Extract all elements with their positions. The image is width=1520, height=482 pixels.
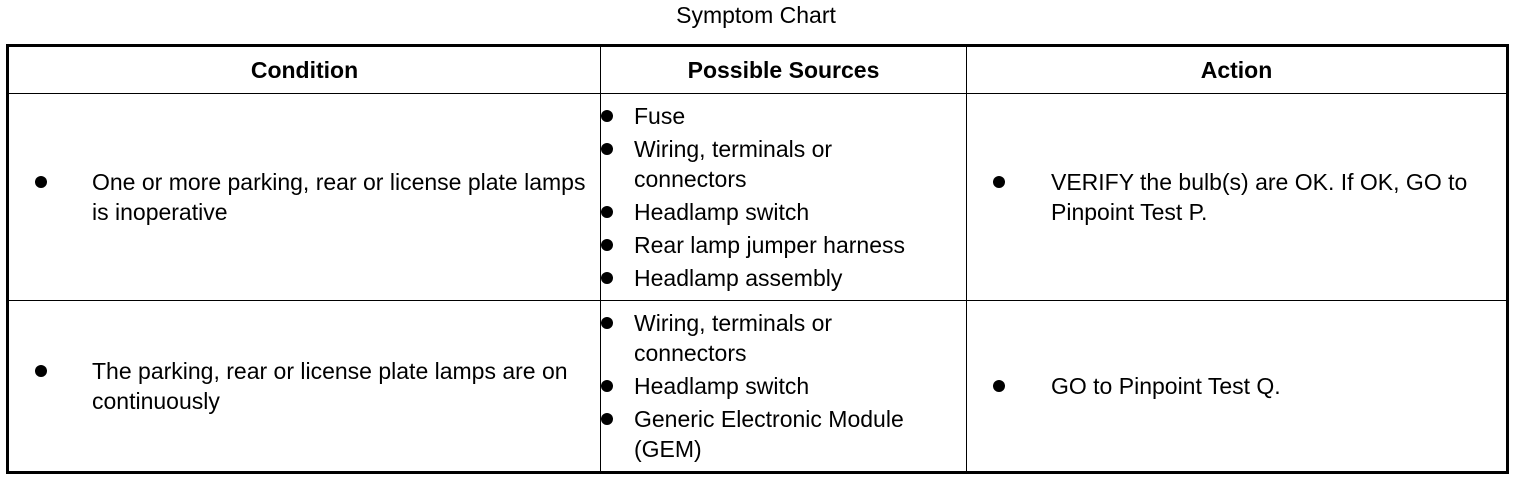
source-text: Wiring, terminals or connectors — [634, 136, 833, 192]
table-row — [8, 301, 1508, 473]
source-text: Generic Electronic Module (GEM) — [634, 406, 904, 462]
list-item — [601, 197, 966, 227]
action-cell — [967, 94, 1508, 301]
list-item — [601, 230, 966, 260]
list-item — [601, 101, 966, 131]
bullet-icon — [35, 176, 47, 188]
source-text: Wiring, terminals or connectors — [634, 310, 833, 366]
bullet-icon — [601, 380, 613, 392]
source-text: Headlamp assembly — [634, 265, 843, 291]
chart-title: Symptom Chart — [676, 2, 836, 28]
condition-text: The parking, rear or license plate lamps are on continuously — [92, 358, 568, 414]
bullet-icon — [601, 272, 613, 284]
condition-cell — [8, 94, 601, 301]
list-item — [601, 404, 966, 464]
header-possible-sources: Possible Sources — [601, 46, 967, 94]
bullet-icon — [601, 206, 613, 218]
source-text: Rear lamp jumper harness — [634, 232, 906, 258]
source-text: Fuse — [634, 103, 686, 129]
table-row — [8, 94, 1508, 301]
list-item — [35, 356, 600, 416]
list-item — [35, 167, 600, 227]
condition-cell — [8, 301, 601, 473]
list-item — [993, 371, 1506, 401]
bullet-icon — [993, 176, 1005, 188]
action-text: GO to Pinpoint Test Q. — [1051, 373, 1281, 399]
source-text: Headlamp switch — [634, 373, 810, 399]
list-item — [601, 308, 966, 368]
list-item — [993, 167, 1506, 227]
sources-cell — [601, 301, 967, 473]
bullet-icon — [601, 143, 613, 155]
header-condition: Condition — [8, 46, 601, 94]
list-item — [601, 134, 966, 194]
source-text: Headlamp switch — [634, 199, 810, 225]
symptom-chart-table — [6, 44, 1509, 474]
header-row — [8, 46, 1508, 94]
header-action: Action — [967, 46, 1508, 94]
bullet-icon — [993, 380, 1005, 392]
action-text: VERIFY the bulb(s) are OK. If OK, GO to Pinpoint Test P. — [1051, 169, 1468, 225]
list-item — [601, 371, 966, 401]
action-cell — [967, 301, 1508, 473]
condition-text: One or more parking, rear or license plate lamps is inoperative — [92, 169, 586, 225]
bullet-icon — [601, 317, 613, 329]
bullet-icon — [601, 413, 613, 425]
sources-cell — [601, 94, 967, 301]
bullet-icon — [35, 365, 47, 377]
list-item — [601, 263, 966, 293]
bullet-icon — [601, 110, 613, 122]
bullet-icon — [601, 239, 613, 251]
